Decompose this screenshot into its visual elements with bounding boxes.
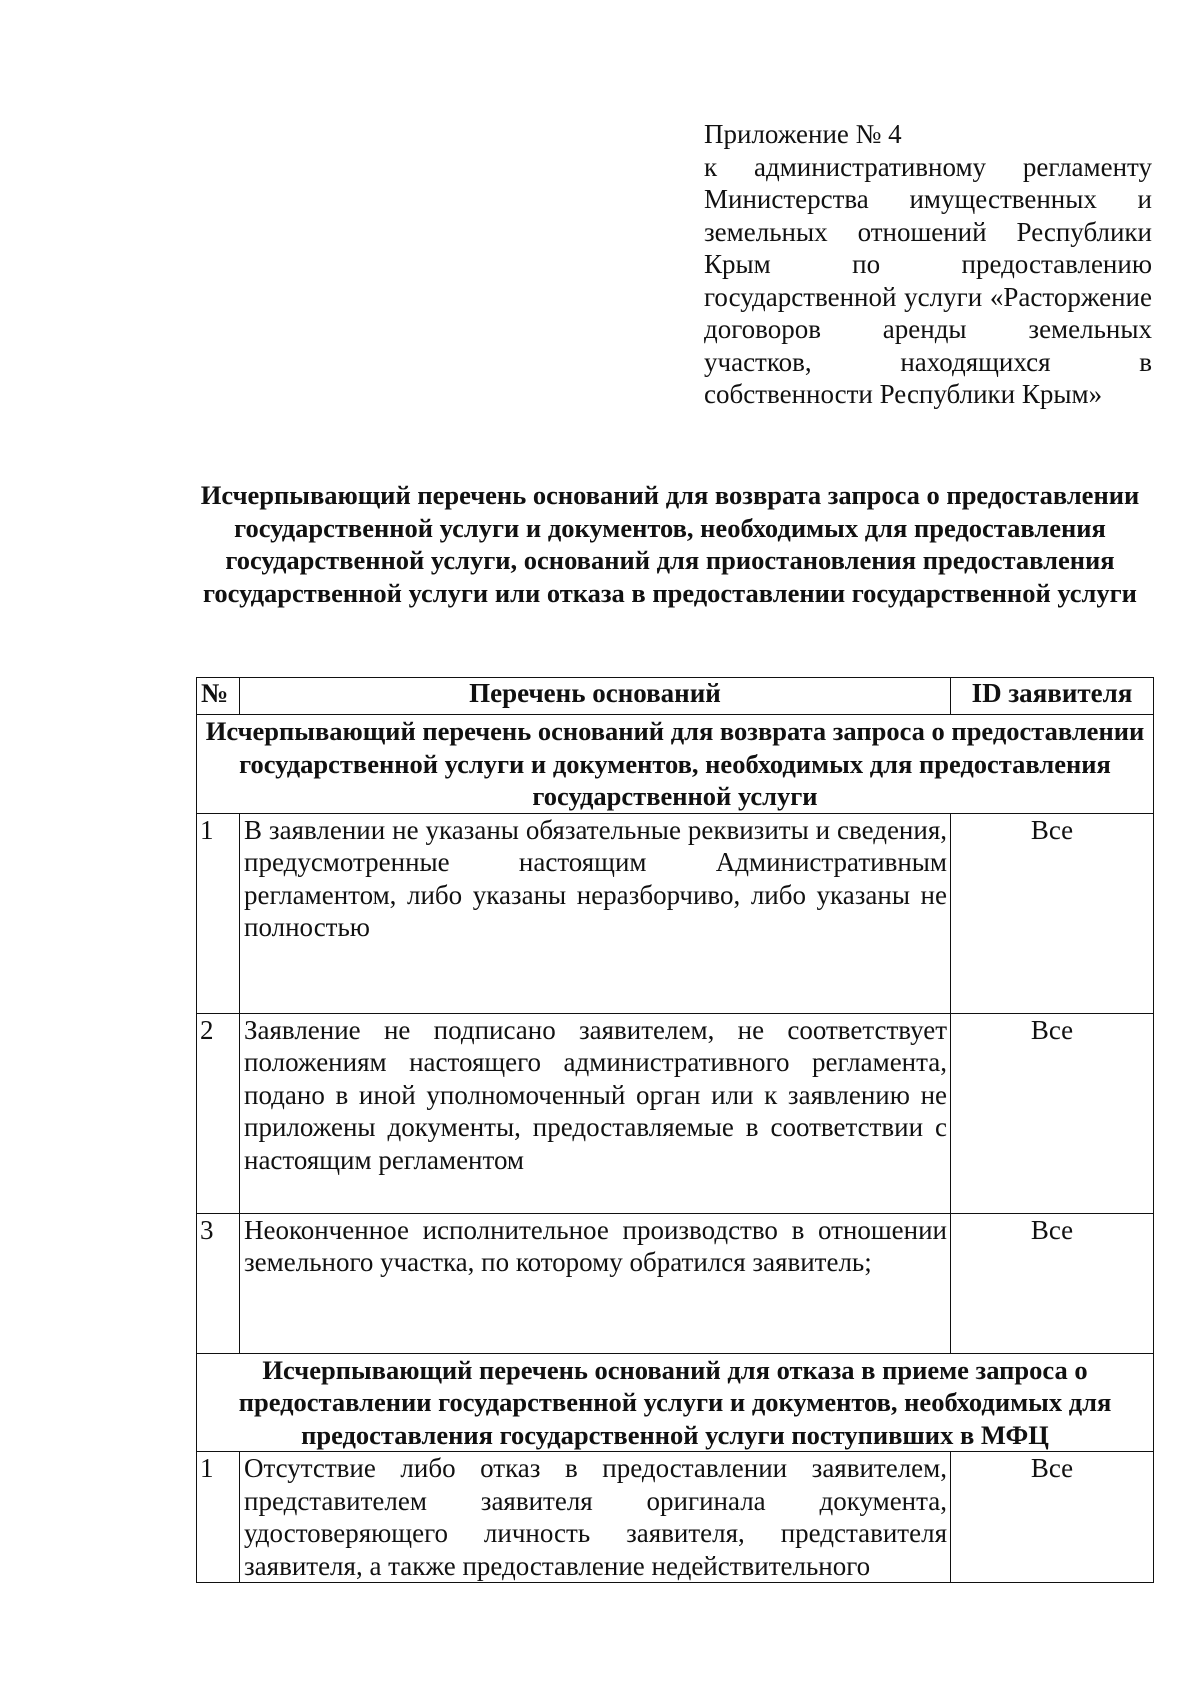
- row-applicant-id: Все: [951, 813, 1154, 1013]
- table-row: [197, 1452, 1154, 1583]
- row-number: 3: [197, 1213, 240, 1353]
- row-reason: Неоконченное исполнительное производство в отношении земельного участка, по которому обратился заявитель;: [240, 1213, 951, 1353]
- row-reason: Отсутствие либо отказ в предоставлении заявителем, представителем заявителя оригинала документа, удостоверяющего личность заявителя, представителя заявителя, а также предоставление недействительного: [240, 1452, 951, 1583]
- table-row: [197, 1213, 1154, 1353]
- header-number: №: [197, 678, 240, 715]
- appendix-block: [704, 118, 1152, 411]
- row-number: 2: [197, 1013, 240, 1213]
- row-applicant-id: Все: [951, 1452, 1154, 1583]
- section-return-heading: Исчерпывающий перечень оснований для возврата запроса о предоставлении государственной услуги и документов, необходимых для предоставления государственной услуги: [197, 715, 1154, 814]
- section-row: [197, 1353, 1154, 1452]
- header-applicant-id: ID заявителя: [951, 678, 1154, 715]
- row-reason: В заявлении не указаны обязательные реквизиты и сведения, предусмотренные настоящим Административным регламентом, либо указаны неразборчиво, либо указаны не полностью: [240, 813, 951, 1013]
- table-row: [197, 813, 1154, 1013]
- header-reasons: Перечень оснований: [240, 678, 951, 715]
- table-header-row: [197, 678, 1154, 715]
- section-row: [197, 715, 1154, 814]
- row-number: 1: [197, 1452, 240, 1583]
- row-applicant-id: Все: [951, 1213, 1154, 1353]
- row-applicant-id: Все: [951, 1013, 1154, 1213]
- table-row: [197, 1013, 1154, 1213]
- row-reason: Заявление не подписано заявителем, не соответствует положениям настоящего административного регламента, подано в иной уполномоченный орган или к заявлению не приложены документы, предоставляемые в соответствии с настоящим регламентом: [240, 1013, 951, 1213]
- appendix-reference: к административному регламенту Министерства имущественных и земельных отношений Республики Крым по предоставлению государственной услуги «Расторжение договоров аренды земельных участков, находящихся в: [704, 151, 1152, 377]
- appendix-reference-end: собственности Республики Крым»: [704, 379, 1103, 409]
- section-refusal-heading: Исчерпывающий перечень оснований для отказа в приеме запроса о предоставлении государственной услуги и документов, необходимых для предоставления государственной услуги поступивших в МФЦ: [197, 1353, 1154, 1452]
- row-number: 1: [197, 813, 240, 1013]
- grounds-table: [196, 677, 1154, 1583]
- appendix-title: Приложение № 4: [704, 119, 902, 149]
- document-title: Исчерпывающий перечень оснований для возврата запроса о предоставлении государственной услуги и документов, необходимых для предоставления государственной услуги, оснований для приостановления предоставления государственной услуги или отказа в предоставлении государственной услуги: [200, 480, 1140, 608]
